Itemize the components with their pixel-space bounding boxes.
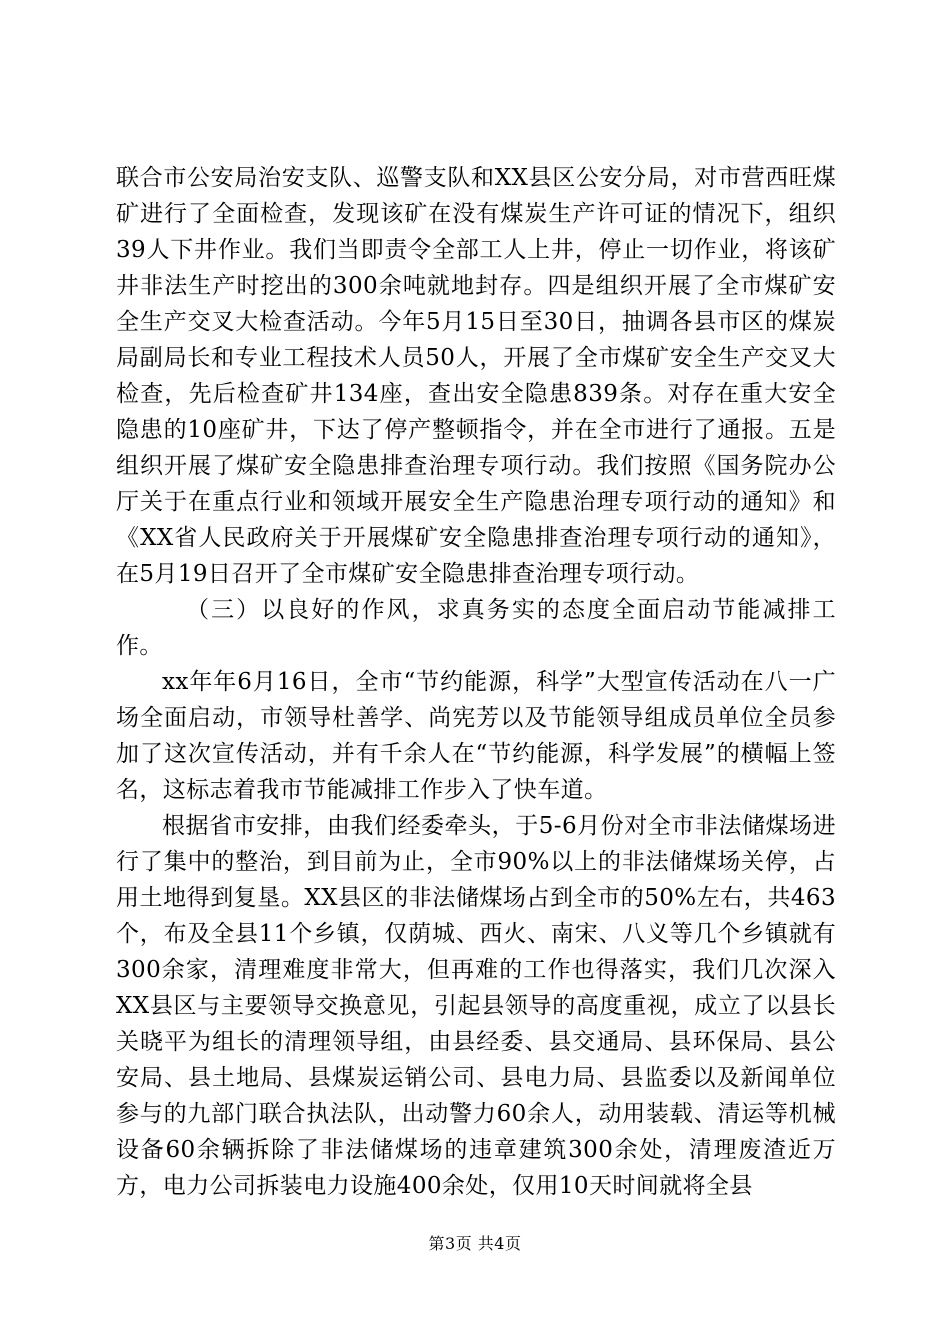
paragraph-energy-campaign: xx年年6月16日，全市“节约能源，科学”大型宣传活动在八一广场全面启动，市领导杜善学、尚宪芳以及节能领导组成员单位全员参加了这次宣传活动，并有千余人在“节约能源，科学发展”的横幅上签名，这标志着我市节能减排工作步入了快车道。 bbox=[116, 669, 836, 803]
page-footer: 第3页 共4页 bbox=[428, 1234, 522, 1253]
paragraph-coal-yard-cleanup: 根据省市安排，由我们经委牵头，于5-6月份对全市非法储煤场进行了集中的整治，到目前为止，全市90%以上的非法储煤场关停，占用土地得到复垦。XX县区的非法储煤场占到全市的50%左右，共463个，布及全县11个乡镇，仅荫城、西火、南宋、八义等几个乡镇就有300余家，清理难度非常大，但再难的工作也得落实，我们几次深入XX县区与主要领导交换意见，引起县领导的高度重视，成立了以县长关晓平为组长的清理领导组，由县经委、县交通局、县环保局、县公安局、县土地局、县煤炭运销公司、县电力局、县监委以及新闻单位参与的九部门联合执法队，出动警力60余人，动用装载、清运等机械设备60余辆拆除了非法储煤场的违章建筑300余处，清理废渣近万方，电力公司拆装电力设施400余处，仅用10天时间就将全县 bbox=[116, 813, 836, 1199]
document-body bbox=[116, 160, 836, 1204]
section-heading-three: （三）以良好的作风，求真务实的态度全面启动节能减排工作。 bbox=[116, 597, 836, 659]
paragraph-continuation: 联合市公安局治安支队、巡警支队和XX县区公安分局，对市营西旺煤矿进行了全面检查，发现该矿在没有煤炭生产许可证的情况下，组织39人下井作业。我们当即责令全部工人上井，停止一切作业，将该矿井非法生产时挖出的300余吨就地封存。四是组织开展了全市煤矿安全生产交叉大检查活动。今年5月15日至30日，抽调各县市区的煤炭局副局长和专业工程技术人员50人，开展了全市煤矿安全生产交叉大检查，先后检查矿井134座，查出安全隐患839条。对存在重大安全隐患的10座矿井，下达了停产整顿指令，并在全市进行了通报。五是组织开展了煤矿安全隐患排查治理专项行动。我们按照《国务院办公厅关于在重点行业和领域开展安全生产隐患治理专项行动的通知》和《XX省人民政府关于开展煤矿安全隐患排查治理专项行动的通知》，在5月19日召开了全市煤矿安全隐患排查治理专项行动。 bbox=[116, 165, 836, 587]
